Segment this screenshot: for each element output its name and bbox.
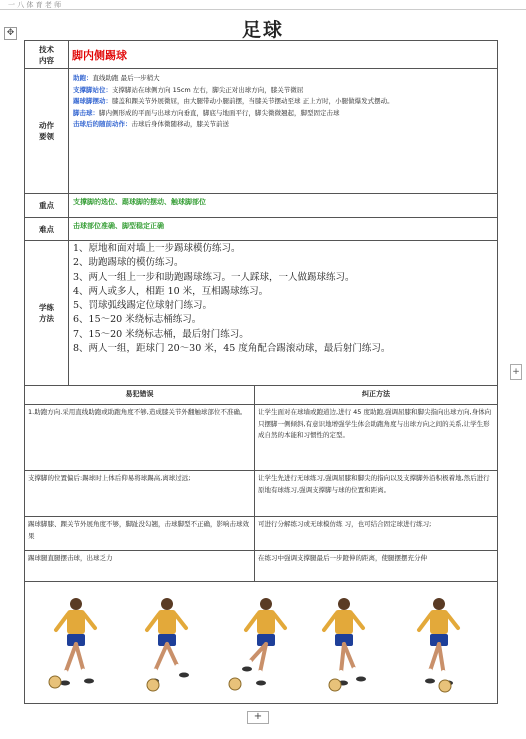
player-arm	[246, 614, 258, 630]
player-arm	[324, 614, 336, 630]
player-arm	[274, 614, 285, 628]
player-head	[161, 598, 173, 610]
soccer-ball	[329, 679, 341, 691]
player-shoe	[179, 673, 189, 678]
player-sock	[178, 667, 182, 675]
table-move-handle-icon[interactable]: ✥	[4, 27, 17, 40]
player-arm	[175, 614, 186, 628]
action-text: 脚内侧形成的平面与出球方向垂直，脚底与地面平行，脚尖微微翘起，脚型固定击球	[99, 108, 340, 117]
page-title: 足球	[241, 19, 284, 41]
actions-label-text: 动作 要领	[39, 121, 54, 141]
difficulty-value: 击球部位准确、脚型稳定正确	[69, 218, 498, 241]
focus-value: 支撑脚的选位、踢球脚的摆动、触球脚部位	[69, 194, 498, 218]
action-line	[73, 119, 493, 131]
action-head: 助跑：	[73, 74, 93, 82]
error-cell: 踢球脚膝、踝关节外展角度不够，脚趾没勾翘，击球脚型不正确，影响击球效果	[25, 517, 255, 551]
difficulty-label: 难点	[25, 218, 69, 241]
action-line	[73, 108, 493, 120]
practice-label	[25, 241, 69, 386]
player-head	[70, 598, 82, 610]
practice-cell	[69, 241, 498, 386]
soccer-ball	[147, 679, 159, 691]
fix-cell: 可进行分解练习或无球模仿练 习，也可结合固定球进行练习;	[255, 517, 498, 551]
header-rule	[0, 9, 526, 10]
action-line	[73, 73, 493, 85]
add-row-button[interactable]: +	[247, 711, 269, 724]
player-head	[433, 598, 445, 610]
content-value: 脚内侧踢球	[69, 41, 498, 69]
player-head	[260, 598, 272, 610]
action-text: 直线助跑 最后一步稍大	[92, 74, 160, 82]
actions-cell	[69, 69, 498, 194]
action-text: 膝盖和踝关节外展微屈，由大腿带动小腿前摆，当膝关节摆动至球 正上方时，小腿做爆发式摆动。	[112, 97, 394, 105]
player-shoe	[256, 681, 266, 686]
player-head	[338, 598, 350, 610]
content-label	[25, 41, 69, 69]
soccer-ball	[439, 680, 451, 692]
player-shoe	[242, 667, 252, 672]
player-arm	[419, 614, 431, 630]
player-arm	[56, 614, 68, 630]
player-arm	[84, 614, 95, 628]
player-shoe	[425, 679, 435, 684]
practice-item: 4、两人或多人，相距 10 米，互相踢球练习。	[73, 285, 269, 297]
practice-item: 6、15～20 米绕标志桶练习。	[73, 314, 202, 326]
actions-label	[25, 69, 69, 194]
action-head: 踢球脚摆动：	[73, 97, 112, 105]
action-head: 击球后的随前动作：	[73, 120, 132, 128]
document-header: 一 八 体 育 老 师	[8, 1, 62, 9]
action-text: 击球后身体微随移动，膝关节前送	[131, 120, 229, 128]
error-cell: 支撑脚的位置偏后:踢球时上体后仰易将球踢高,离球过远;	[25, 471, 255, 517]
practice-item: 8、两人一组，距球门 20～30 米，45 度角配合踢滚动球，最后射门练习。	[73, 343, 391, 355]
action-line	[73, 85, 493, 97]
focus-label: 重点	[25, 194, 69, 218]
error-cell: 1.助跑方向.采用直线助跑或助跑角度不够,造成膝关节外翻触球部位不准确。	[25, 405, 255, 471]
practice-item: 1、原地和面对墙上一步踢球模仿练习。	[73, 243, 241, 254]
action-line	[73, 96, 493, 108]
practice-item: 5、罚球弧线踢定位球射门练习。	[73, 300, 213, 312]
player-shoe	[356, 677, 366, 682]
player-figure	[419, 598, 458, 692]
player-shoe	[60, 681, 70, 686]
illustration-cell	[25, 582, 498, 704]
player-shoe	[84, 679, 94, 684]
practice-item: 7、15～20 米绕标志桶，最后射门练习。	[73, 328, 249, 340]
player-figure	[49, 598, 95, 688]
player-figure	[324, 598, 366, 691]
action-text: 支撑脚站在球侧方向 15cm 左右，脚尖正对出球方向，膝关节微屈	[112, 85, 304, 94]
kick-sequence-illustration	[25, 582, 496, 702]
lesson-table	[24, 40, 498, 704]
practice-item: 2、助跑踢球的模仿练习。	[73, 257, 184, 269]
fix-cell: 让学生面对在球墙或跑道边,进行 45 度助跑,强调屈膝和脚尖指向出球方向,身体向只摆脚一侧倾斜,有意识地增强学生体会助跑角度与出球方向之间的关系,让学生形成自然的本能和习惯性的定型。	[255, 405, 498, 471]
error-column-header: 易犯错误	[25, 386, 255, 405]
player-arm	[147, 614, 159, 630]
content-label-text: 技术 内容	[39, 44, 54, 65]
player-arm	[447, 614, 458, 628]
fix-cell: 在练习中强调支撑腿最后一步蹬伸的距离，使腿摆摆充分伸	[255, 551, 498, 582]
player-figure	[229, 598, 285, 690]
player-figure	[147, 598, 189, 691]
player-sock	[355, 670, 359, 679]
player-sock	[340, 673, 341, 683]
action-head: 支撑脚站位：	[73, 85, 112, 94]
practice-label-text: 学练 方法	[39, 303, 54, 323]
player-sock	[258, 673, 260, 683]
soccer-ball	[49, 676, 61, 688]
add-column-button[interactable]: +	[510, 364, 522, 380]
fix-column-header: 纠正方法	[255, 386, 498, 405]
player-sock	[84, 671, 87, 680]
error-cell: 踢球腿直腿摆击球，出球乏力	[25, 551, 255, 582]
action-head: 脚击球：	[73, 108, 99, 117]
fix-cell: 让学生先进行无球练习,强调屈膝和脚尖的指向以及支撑脚外沿积极着地,然后进行原地有球练习,强调支撑脚与球的位置和距离。	[255, 471, 498, 517]
player-arm	[352, 614, 363, 628]
practice-item: 3、两人一组上一步和助跑踢球练习。一人踩球，一人做踢球练习。	[73, 271, 355, 283]
soccer-ball	[229, 678, 241, 690]
